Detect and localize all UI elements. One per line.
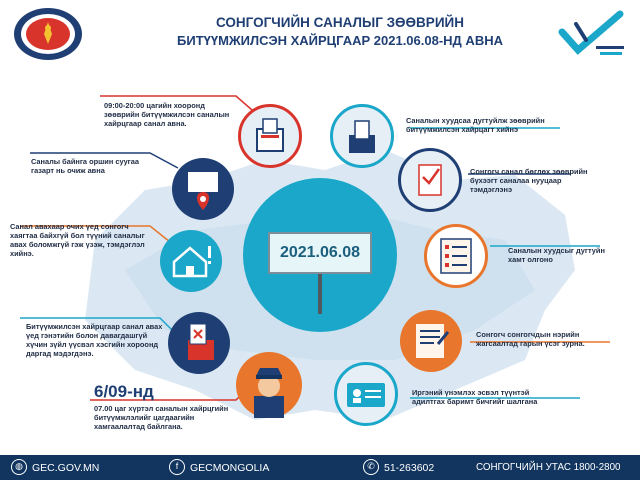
envelope-box-icon xyxy=(330,104,394,168)
bottom-left-date: 6/09-нд xyxy=(94,382,154,401)
step-text-left-4: Битүүмжилсэн хайрцгаар санал авах үед гэнэтийн болон давагдашгүй хүчин зүйл үүсвэл хэсгийн хороонд даргад мэдэгдэнэ. xyxy=(26,322,163,358)
checklist-icon xyxy=(424,224,488,288)
ballot-hand-icon xyxy=(168,312,230,374)
signature-icon xyxy=(400,310,462,372)
step-text-right-4: Сонгогч сонгогчдын нэрийн жагсаалтад гарын үсэг зурна. xyxy=(476,330,585,348)
footer-phone: 51-263602 xyxy=(384,462,435,474)
step-text-right-5: Иргэний үнэмлэх эсвэл түүнтэй адилтгах баримт бичгийг шалгана xyxy=(412,388,538,406)
step-text-right-3: Саналын хуудсыг дугтуйн хамт олгоно xyxy=(508,246,605,264)
step-text-left-2: Саналы байнга оршин суугаа газарт нь очиж авна xyxy=(31,157,139,175)
title-line-1: СОНГОГЧИЙН САНАЛЫГ ЗӨӨВРИЙН xyxy=(216,15,464,30)
step-text-bottom-left: 07.00 цаг хүртэл саналын хайрцгийн битүүмжлэлийг цагдаагийн хамгаалалтад байлгана. xyxy=(94,404,229,431)
step-text-right-2: Сонгогч санал бөглөх зөөврийн бүхээгт саналаа нууцаар тэмдэглэнэ xyxy=(470,167,588,194)
globe-icon: ◍ xyxy=(11,459,27,475)
house-alert-icon xyxy=(160,230,222,292)
id-card-icon xyxy=(334,362,398,426)
step-text-left-1: 09:00-20:00 цагийн хооронд зөөврийн битүүмжилсэн саналын хайрцгаар санал авна. xyxy=(104,101,230,128)
ballot-box-icon xyxy=(238,104,302,168)
facebook-icon: f xyxy=(169,459,185,475)
step-text-right-1: Саналын хуудсаа дугтуйлж зөөврийн битүүмжилсэн хайрцагт хийнэ xyxy=(406,116,545,134)
location-pin-icon xyxy=(172,158,234,220)
center-date-sign: 2021.06.08 xyxy=(268,232,372,274)
footer-facebook-link[interactable]: GECMONGOLIA xyxy=(190,462,270,474)
step-text-left-3: Санал авахаар очих үед сонгогч хаягтаа байхгүй бол түүний саналыг авах боломжгүй гэж үзэж, тэмдэглэл хийнэ. xyxy=(10,222,145,258)
title-line-2: БИТҮҮМЖИЛСЭН ХАЙРЦГААР 2021.06.08-НД АВНА xyxy=(177,33,503,48)
phone-icon: ✆ xyxy=(363,459,379,475)
voting-booth-icon xyxy=(398,148,462,212)
police-officer-icon xyxy=(236,352,302,418)
sign-post xyxy=(318,274,322,314)
footer-website-link[interactable]: GEC.GOV.MN xyxy=(32,462,100,474)
footer-hotline: СОНГОГЧИЙН УТАС 1800-2800 xyxy=(476,462,621,473)
